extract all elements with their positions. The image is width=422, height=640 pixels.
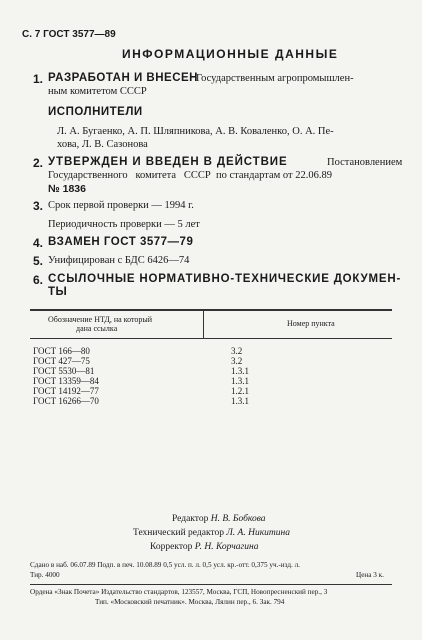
page-title: ИНФОРМАЦИОННЫЕ ДАННЫЕ xyxy=(122,47,339,61)
ref-table-clauses xyxy=(231,346,249,406)
ref-doc: ГОСТ 14192—77 xyxy=(33,386,99,396)
section-1-text-line2: ным комитетом СССР xyxy=(48,86,147,97)
section-3-periodicity: Периодичность проверки — 5 лет xyxy=(48,219,200,230)
ref-doc: ГОСТ 166—80 xyxy=(33,346,90,356)
corrector-name: Р. Н. Корчагина xyxy=(194,542,259,552)
performers-line1: Л. А. Бугаенко, А. П. Шляпникова, А. В. Коваленко, О. А. Пе- xyxy=(57,126,334,137)
section-2-text-line2: Государственного комитета СССР по стандартам от 22.06.89 xyxy=(48,170,332,181)
imprint-line1: Сдано в наб. 06.07.89 Подп. в печ. 10.08.89 0,5 усл. п. л. 0,5 усл. кр.-отт. 0,375 уч.-изд. л. xyxy=(30,561,300,569)
corrector-label: Корректор xyxy=(150,542,193,552)
section-2-text-line3: № 1836 xyxy=(48,183,86,195)
section-1-title: РАЗРАБОТАН И ВНЕСЕН xyxy=(48,72,198,84)
section-6-title-line2: ТЫ xyxy=(48,286,68,298)
table-header-clause: Номер пункта xyxy=(287,319,335,328)
editor-label: Редактор xyxy=(172,514,209,524)
section-2-text-line1: Постановлением xyxy=(327,157,403,168)
section-2-title: УТВЕРЖДЕН И ВВЕДЕН В ДЕЙСТВИЕ xyxy=(48,156,288,168)
table-top-rule xyxy=(30,309,392,311)
imprint-rule xyxy=(30,584,392,585)
ref-clause: 1.3.1 xyxy=(231,376,249,386)
table-header-rule xyxy=(30,338,392,339)
ref-clause: 3.2 xyxy=(231,346,243,356)
editor-name: Н. В. Бобкова xyxy=(210,514,266,524)
imprint-tirage: Тир. 4000 xyxy=(30,571,60,579)
ref-doc: ГОСТ 427—75 xyxy=(33,356,90,366)
section-6-title-line1: ССЫЛОЧНЫЕ НОРМАТИВНО-ТЕХНИЧЕСКИЕ ДОКУМЕН- xyxy=(48,273,402,285)
imprint-line3: Ордена «Знак Почета» Издательство стандартов, 123557, Москва, ГСП, Новопресненский пер., 3 xyxy=(30,588,328,596)
table-row xyxy=(33,376,99,386)
imprint-price: Цена 3 к. xyxy=(356,571,384,579)
ref-clause: 3.2 xyxy=(231,356,243,366)
section-5-text: Унифицирован с БДС 6426—74 xyxy=(48,255,190,266)
editor-line xyxy=(172,514,266,524)
table-row xyxy=(33,346,99,356)
performers-title: ИСПОЛНИТЕЛИ xyxy=(48,106,143,118)
section-3-number: 3. xyxy=(33,199,44,213)
ref-doc: ГОСТ 5530—81 xyxy=(33,366,95,376)
section-4-number: 4. xyxy=(33,236,44,250)
section-3-text: Срок первой проверки — 1994 г. xyxy=(48,200,194,211)
ref-doc: ГОСТ 13359—84 xyxy=(33,376,99,386)
table-header-doc-line2: дана ссылка xyxy=(76,324,118,333)
ref-table-docs xyxy=(33,346,99,406)
imprint-line4: Тип. «Московский печатник». Москва, Лялин пер., 6. Зак. 794 xyxy=(95,598,285,606)
section-6-number: 6. xyxy=(33,273,44,287)
ref-clause: 1.3.1 xyxy=(231,396,249,406)
table-header-divider xyxy=(203,309,204,339)
table-row xyxy=(33,386,99,396)
ref-doc: ГОСТ 16266—70 xyxy=(33,396,99,406)
table-row xyxy=(33,356,99,366)
table-header-doc-line1: Обозначение НТД, на который xyxy=(48,315,153,324)
table-row xyxy=(33,396,99,406)
section-5-number: 5. xyxy=(33,254,44,268)
ref-clause: 1.3.1 xyxy=(231,366,249,376)
ref-clause: 1.2.1 xyxy=(231,386,249,396)
corrector-line xyxy=(150,542,258,552)
page-header-code: С. 7 ГОСТ 3577—89 xyxy=(22,29,116,40)
section-1-number: 1. xyxy=(33,72,44,86)
section-1-text-line1: Государственным агропромышлен- xyxy=(196,73,354,84)
section-2-number: 2. xyxy=(33,156,44,170)
performers-line2: хова, Л. В. Сазонова xyxy=(57,139,148,150)
section-4-text: ВЗАМЕН ГОСТ 3577—79 xyxy=(48,236,194,248)
tech-editor-label: Технический редактор xyxy=(133,528,224,538)
table-row xyxy=(33,366,99,376)
tech-editor-line xyxy=(133,528,290,538)
tech-editor-name: Л. А. Никитина xyxy=(226,528,290,538)
